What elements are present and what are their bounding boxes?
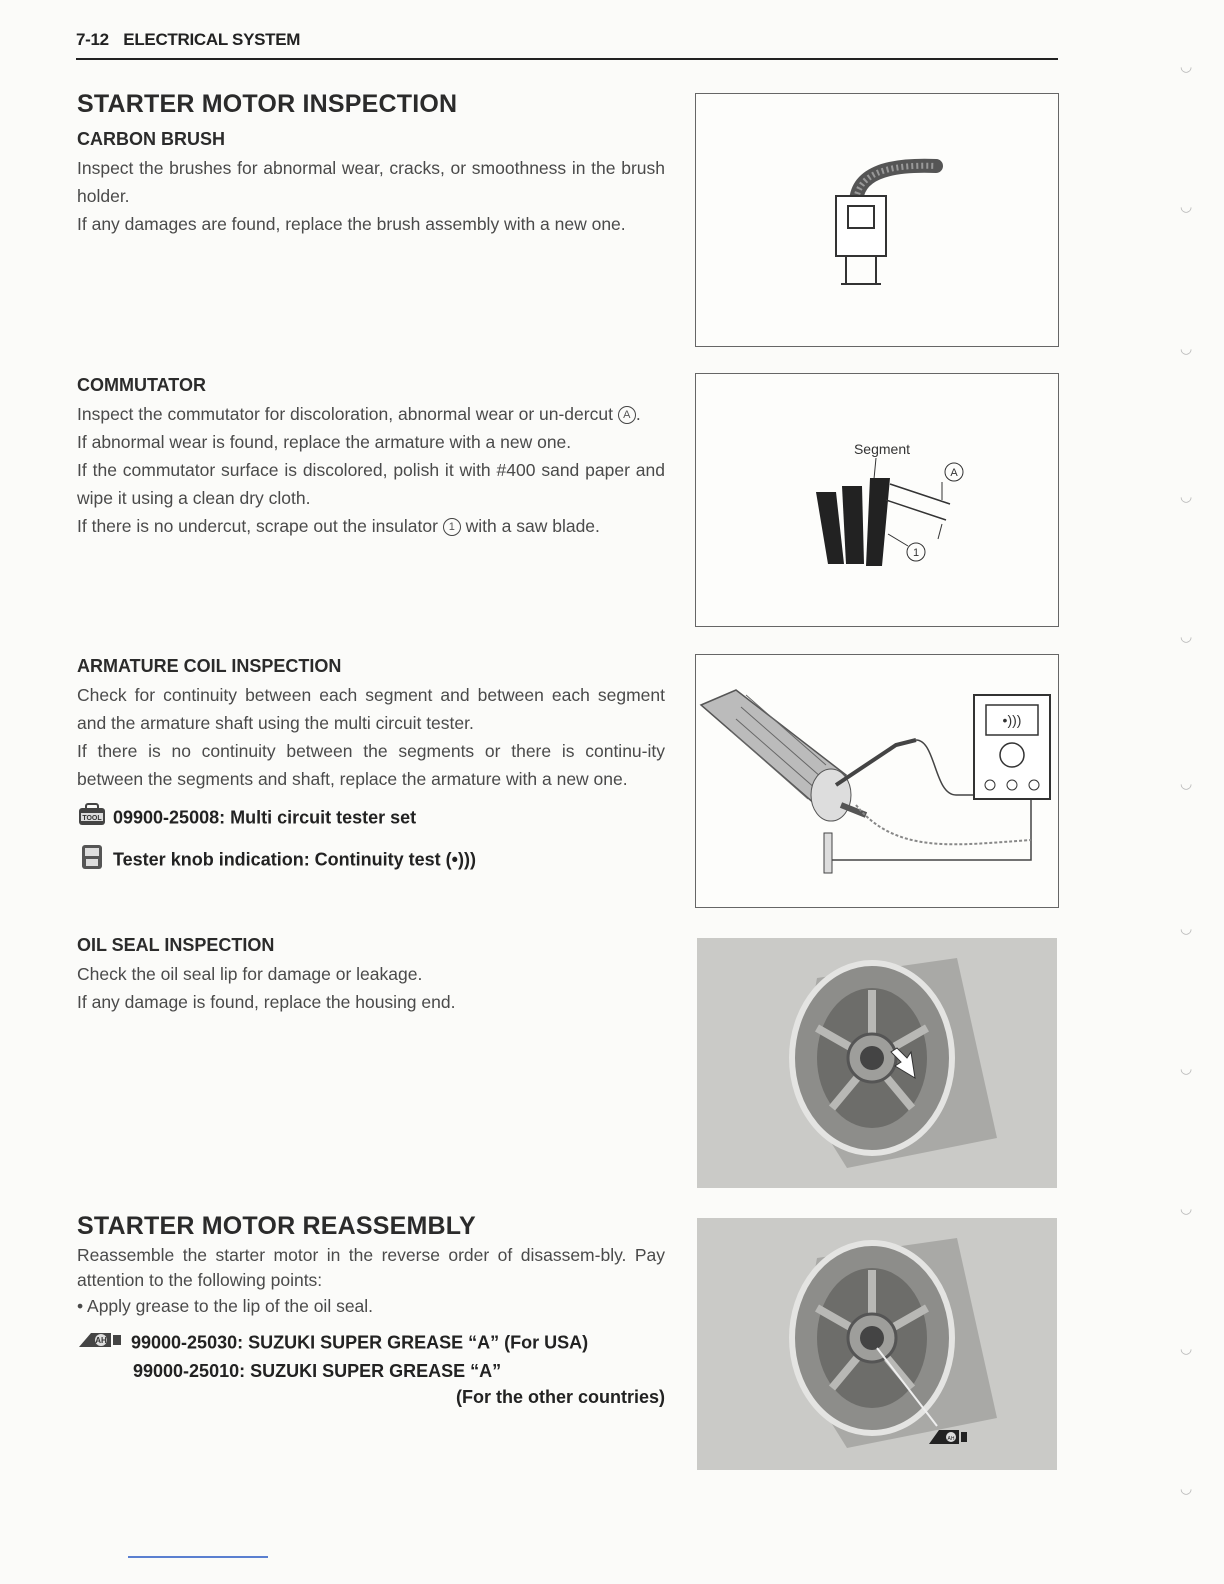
tester-knob-icon	[77, 844, 107, 877]
margin-mark: ◡	[1180, 488, 1193, 504]
commutator-text-3: If the commutator surface is discolored, polish it with #400 sand paper and wipe it using a clean dry cloth.	[77, 460, 665, 508]
inspection-section	[77, 90, 665, 238]
carbon-brush-text: Inspect the brushes for abnormal wear, cracks, or smoothness in the brush holder.	[77, 158, 665, 206]
oil-seal-photo	[697, 938, 1057, 1188]
commutator-text-4	[77, 512, 665, 540]
marker-1-icon: 1	[443, 518, 461, 536]
carbon-brush-figure	[695, 93, 1059, 347]
oil-seal-heading: OIL SEAL INSPECTION	[77, 935, 275, 955]
commutator-heading: COMMUTATOR	[77, 375, 206, 395]
armature-tester-figure	[695, 654, 1059, 908]
segment-1	[816, 492, 844, 564]
reassembly-section	[77, 1212, 665, 1410]
margin-mark: ◡	[1180, 1480, 1193, 1496]
commutator-text-4b: with a saw blade.	[465, 516, 600, 536]
margin-mark: ◡	[1180, 628, 1193, 644]
multi-circuit-tester	[974, 695, 1050, 799]
margin-mark: ◡	[1180, 1340, 1193, 1356]
armature-illustration	[701, 690, 866, 821]
oil-seal-text-1: Check the oil seal lip for damage or leakage.	[77, 964, 423, 984]
svg-text:TOOL: TOOL	[82, 815, 102, 822]
margin-mark: ◡	[1180, 1060, 1193, 1076]
grease-spec-2: 99000-25010: SUZUKI SUPER GREASE “A”	[133, 1361, 502, 1381]
segment-3	[866, 478, 890, 566]
section-title: ELECTRICAL SYSTEM	[123, 30, 301, 49]
armature-section	[77, 656, 665, 877]
knob-text: Tester knob indication: Continuity test (•)))	[113, 849, 476, 870]
page-number: 7-12	[76, 30, 109, 49]
grease-spec-2-note: (For the other countries)	[455, 1387, 665, 1407]
commutator-text-4a: If there is no undercut, scrape out the insulator	[77, 516, 438, 536]
margin-mark: ◡	[1180, 340, 1193, 356]
figure-marker-a: A	[950, 467, 958, 479]
margin-mark: ◡	[1180, 920, 1193, 936]
page-header	[76, 30, 1058, 60]
carbon-brush-text-2: If any damages are found, replace the brush assembly with a new one.	[77, 214, 626, 234]
bullet-text: Apply grease to the lip of the oil seal.	[87, 1296, 374, 1316]
reassembly-title: STARTER MOTOR REASSEMBLY	[77, 1212, 476, 1240]
svg-text:AH: AH	[95, 1336, 107, 1345]
grease-icon	[77, 1329, 125, 1358]
tool-icon	[77, 803, 107, 834]
margin-mark: ◡	[1180, 58, 1193, 74]
margin-mark: ◡	[1180, 198, 1193, 214]
armature-heading: ARMATURE COIL INSPECTION	[77, 656, 342, 676]
tool-text: 09900-25008: Multi circuit tester set	[113, 807, 417, 828]
grease-icon-label: AH	[947, 1436, 955, 1442]
oil-seal-section	[77, 935, 665, 1016]
oil-seal-text-2: If any damage is found, replace the housing end.	[77, 992, 456, 1012]
commutator-text-2: If abnormal wear is found, replace the armature with a new one.	[77, 432, 572, 452]
armature-text-1: Check for continuity between each segment and between each segment and the armature shaft using the multi circuit tester.	[77, 685, 665, 733]
inspection-title: STARTER MOTOR INSPECTION	[77, 90, 458, 118]
segment-label: Segment	[853, 441, 911, 457]
marker-a-icon: A	[618, 406, 636, 424]
segment-2	[842, 486, 864, 564]
tester-screen: •)))	[1002, 712, 1022, 728]
footer-rule	[128, 1556, 268, 1558]
margin-mark: ◡	[1180, 1200, 1193, 1216]
knob-spec	[77, 844, 665, 877]
reassembly-text: Reassemble the starter motor in the reverse order of disassem-bly. Pay attention to the following points:	[77, 1245, 665, 1290]
commutator-text-1: Inspect the commutator for discoloration, abnormal wear or un-dercut A .	[77, 404, 641, 424]
figure-marker-1: 1	[912, 547, 920, 559]
reassembly-bullet: • Apply grease to the lip of the oil seal.	[77, 1296, 374, 1316]
carbon-brush-heading: CARBON BRUSH	[77, 129, 225, 149]
commutator-figure	[695, 373, 1059, 627]
carbon-brush-illustration	[696, 94, 1058, 346]
armature-text-2: If there is no continuity between the segments or there is continu-ity between the segments and shaft, replace the armature with a new one.	[77, 741, 665, 789]
grease-text-1: 99000-25030: SUZUKI SUPER GREASE “A” (For USA)	[131, 1332, 589, 1353]
commutator-text-1a: Inspect the commutator for discoloration, abnormal wear or un-dercut	[77, 404, 613, 424]
grease-photo	[697, 1218, 1057, 1470]
commutator-section	[77, 375, 665, 540]
margin-mark: ◡	[1180, 775, 1193, 791]
tool-spec	[77, 803, 665, 834]
grease-spec-1	[77, 1329, 665, 1358]
